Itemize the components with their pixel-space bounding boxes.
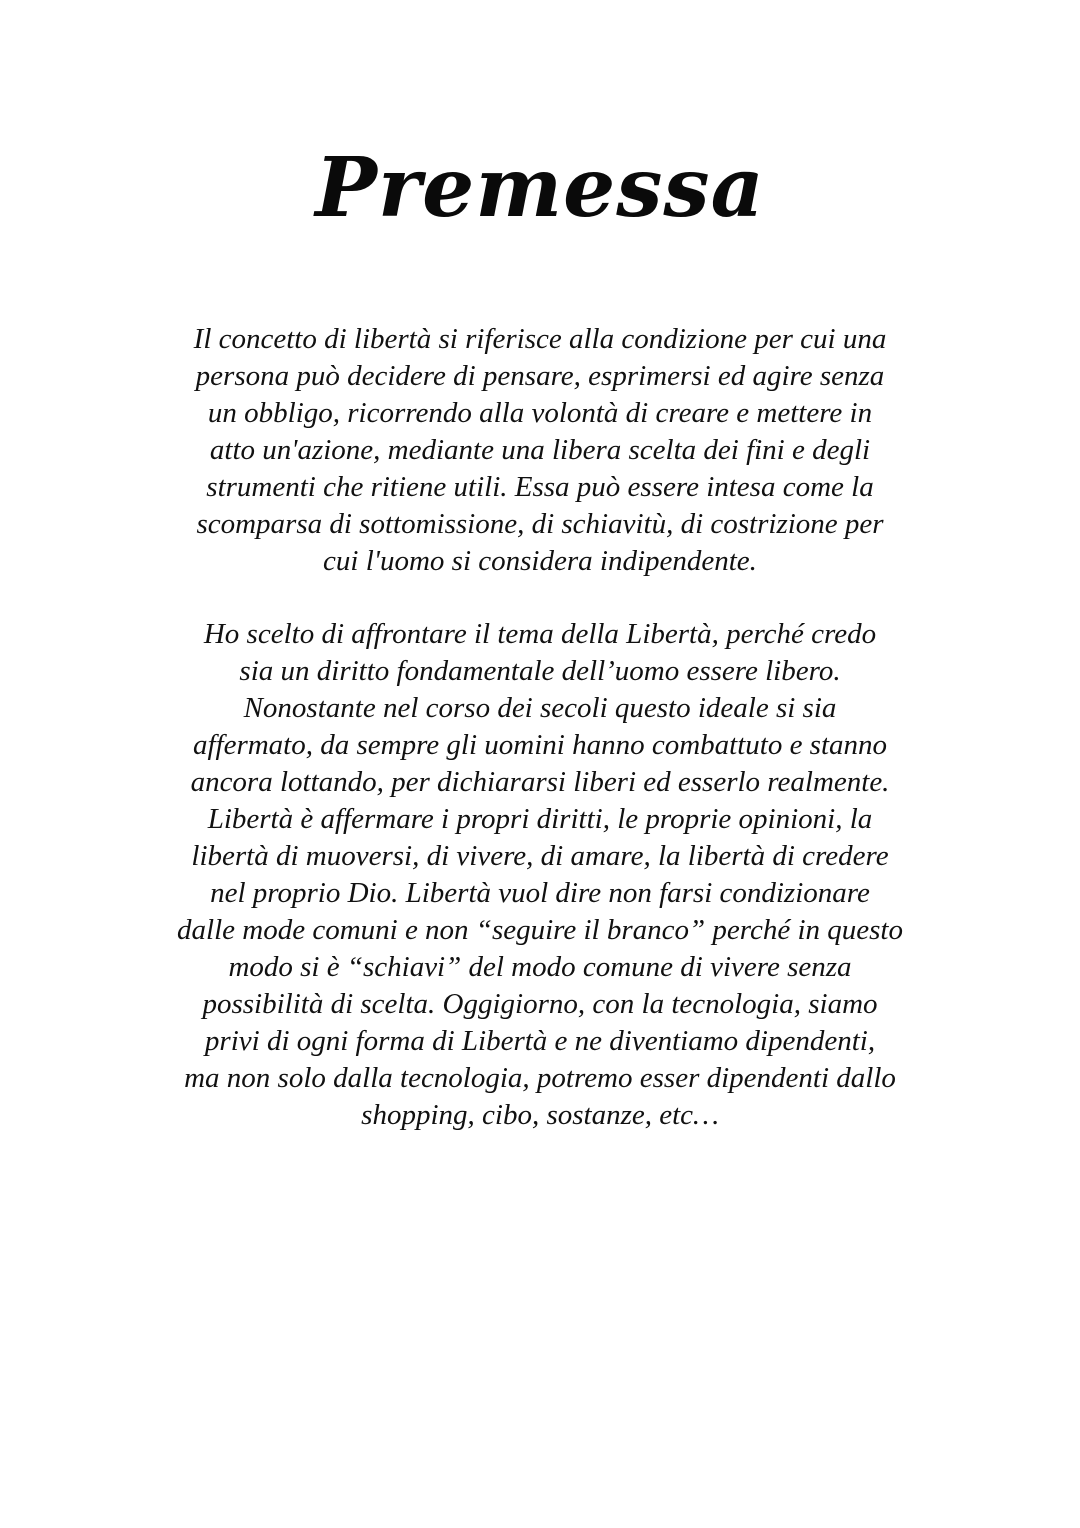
paragraph-line: sia un diritto fondamentale dell’uomo essere libero. [239,655,841,687]
paragraph-line: dalle mode comuni e non “seguire il branco” perché in questo [177,914,903,946]
paragraph-line: strumenti che ritiene utili. Essa può essere intesa come la [206,471,874,503]
paragraph-line: Il concetto di libertà si riferisce alla condizione per cui una [193,323,887,355]
paragraph-line: privi di ogni forma di Libertà e ne diventiamo dipendenti, [204,1025,876,1057]
paragraph-line: shopping, cibo, sostanze, etc… [361,1099,719,1131]
paragraph-line: cui l'uomo si considera indipendente. [323,545,757,577]
paragraph-line: affermato, da sempre gli uomini hanno combattuto e stanno [192,729,888,761]
paragraph-definition [160,321,920,580]
paragraph-line: un obbligo, ricorrendo alla volontà di creare e mettere in [207,397,873,429]
page-title: Premessa [315,140,765,236]
paragraph-line: atto un'azione, mediante una libera scelta dei fini e degli [209,434,871,466]
paragraph-line: possibilità di scelta. Oggigiorno, con la tecnologia, siamo [202,988,878,1020]
paragraph-line: Libertà è affermare i propri diritti, le proprie opinioni, la [207,803,873,835]
paragraph-line: ancora lottando, per dichiararsi liberi ed esserlo realmente. [190,766,890,798]
paragraph-motivation [160,616,920,1134]
paragraph-line: ma non solo dalla tecnologia, potremo esser dipendenti dallo [184,1062,896,1094]
paragraph-line: scomparsa di sottomissione, di schiavitù, di costrizione per [196,508,884,540]
paragraph-line: nel proprio Dio. Libertà vuol dire non farsi condizionare [210,877,870,909]
paragraph-line: Ho scelto di affrontare il tema della Libertà, perché credo [203,618,877,650]
paragraph-line: modo si è “schiavi” del modo comune di vivere senza [228,951,852,983]
paragraph-line: libertà di muoversi, di vivere, di amare, la libertà di credere [191,840,889,872]
paragraph-line: persona può decidere di pensare, esprimersi ed agire senza [195,360,885,392]
paragraph-line: Nonostante nel corso dei secoli questo ideale si sia [243,692,837,724]
